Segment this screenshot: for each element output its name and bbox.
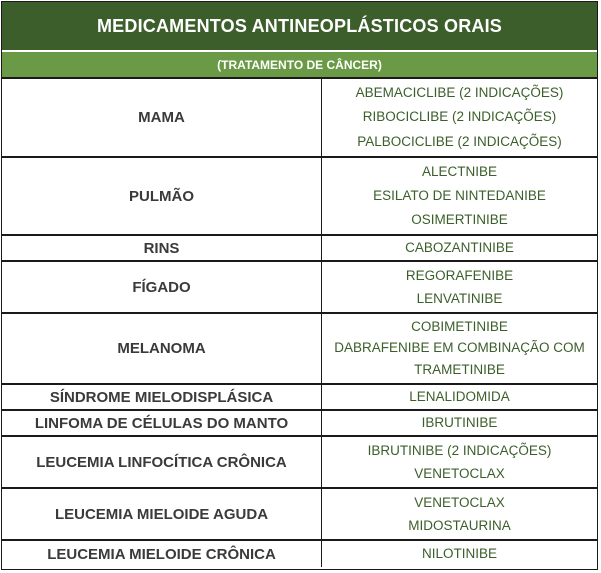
medication-name: LENVATINIBE: [416, 290, 503, 306]
medication-name: LENALIDOMIDA: [409, 389, 510, 404]
medication-cell: [322, 411, 597, 435]
table-row: [2, 437, 597, 489]
medication-name: ESILATO DE NINTEDANIBE: [373, 188, 546, 203]
cancer-type-cell: MAMA: [2, 79, 322, 156]
medication-name: IBRUTINIBE: [421, 415, 498, 430]
table-row: [2, 158, 597, 236]
medication-name: OSIMERTINIBE: [411, 212, 508, 227]
medication-name: IBRUTINIBE (2 INDICAÇÕES): [367, 442, 552, 458]
medication-cell: [322, 489, 597, 539]
table-row: [2, 385, 597, 411]
cancer-type-cell: LEUCEMIA LINFOCÍTICA CRÔNICA: [2, 437, 322, 487]
medication-name: REGORAFENIBE: [405, 267, 514, 283]
medication-name: NILOTINIBE: [421, 546, 497, 561]
table-row: [2, 236, 597, 262]
table-subtitle: (TRATAMENTO DE CÂNCER): [2, 52, 597, 79]
cancer-type-cell: LEUCEMIA MIELOIDE CRÔNICA: [2, 541, 322, 567]
cancer-type-cell: LINFOMA DE CÉLULAS DO MANTO: [2, 411, 322, 435]
medication-cell: [322, 437, 597, 487]
medication-name: ALECTNIBE: [421, 164, 498, 179]
table-title: MEDICAMENTOS ANTINEOPLÁSTICOS ORAIS: [2, 2, 597, 52]
medication-name: VENETOCLAX: [414, 494, 505, 510]
medication-name: ABEMACICLIBE (2 INDICAÇÕES): [355, 85, 564, 101]
cancer-type-cell: LEUCEMIA MIELOIDE AGUDA: [2, 489, 322, 539]
cancer-type-cell: FÍGADO: [2, 262, 322, 312]
medication-cell: [322, 314, 597, 383]
medication-name: TRAMETINIBE: [414, 362, 505, 378]
medication-cell: [322, 385, 597, 409]
cancer-type-cell: SÍNDROME MIELODISPLÁSICA: [2, 385, 322, 409]
medication-name: DABRAFENIBE EM COMBINAÇÃO COM: [334, 340, 585, 356]
medication-name: MIDOSTAURINA: [408, 517, 511, 533]
table-row: [2, 541, 597, 567]
cancer-type-cell: RINS: [2, 236, 322, 260]
cancer-type-cell: PULMÃO: [2, 158, 322, 234]
table-row: [2, 411, 597, 437]
table-row: [2, 262, 597, 314]
medication-cell: [322, 236, 597, 260]
medication-name: VENETOCLAX: [414, 465, 505, 481]
table-row: [2, 79, 597, 158]
medication-name: RIBOCICLIBE (2 INDICAÇÕES): [362, 109, 557, 125]
document-table: [1, 1, 598, 570]
table-body: [2, 79, 597, 567]
medication-cell: [322, 262, 597, 312]
medication-cell: [322, 79, 597, 156]
medication-cell: [322, 158, 597, 234]
table-row: [2, 489, 597, 541]
cancer-type-cell: MELANOMA: [2, 314, 322, 383]
medication-name: PALBOCICLIBE (2 INDICAÇÕES): [357, 133, 562, 149]
medication-name: COBIMETINIBE: [411, 318, 508, 334]
medication-name: CABOZANTINIBE: [405, 240, 514, 255]
table-row: [2, 314, 597, 385]
medication-cell: [322, 541, 597, 567]
